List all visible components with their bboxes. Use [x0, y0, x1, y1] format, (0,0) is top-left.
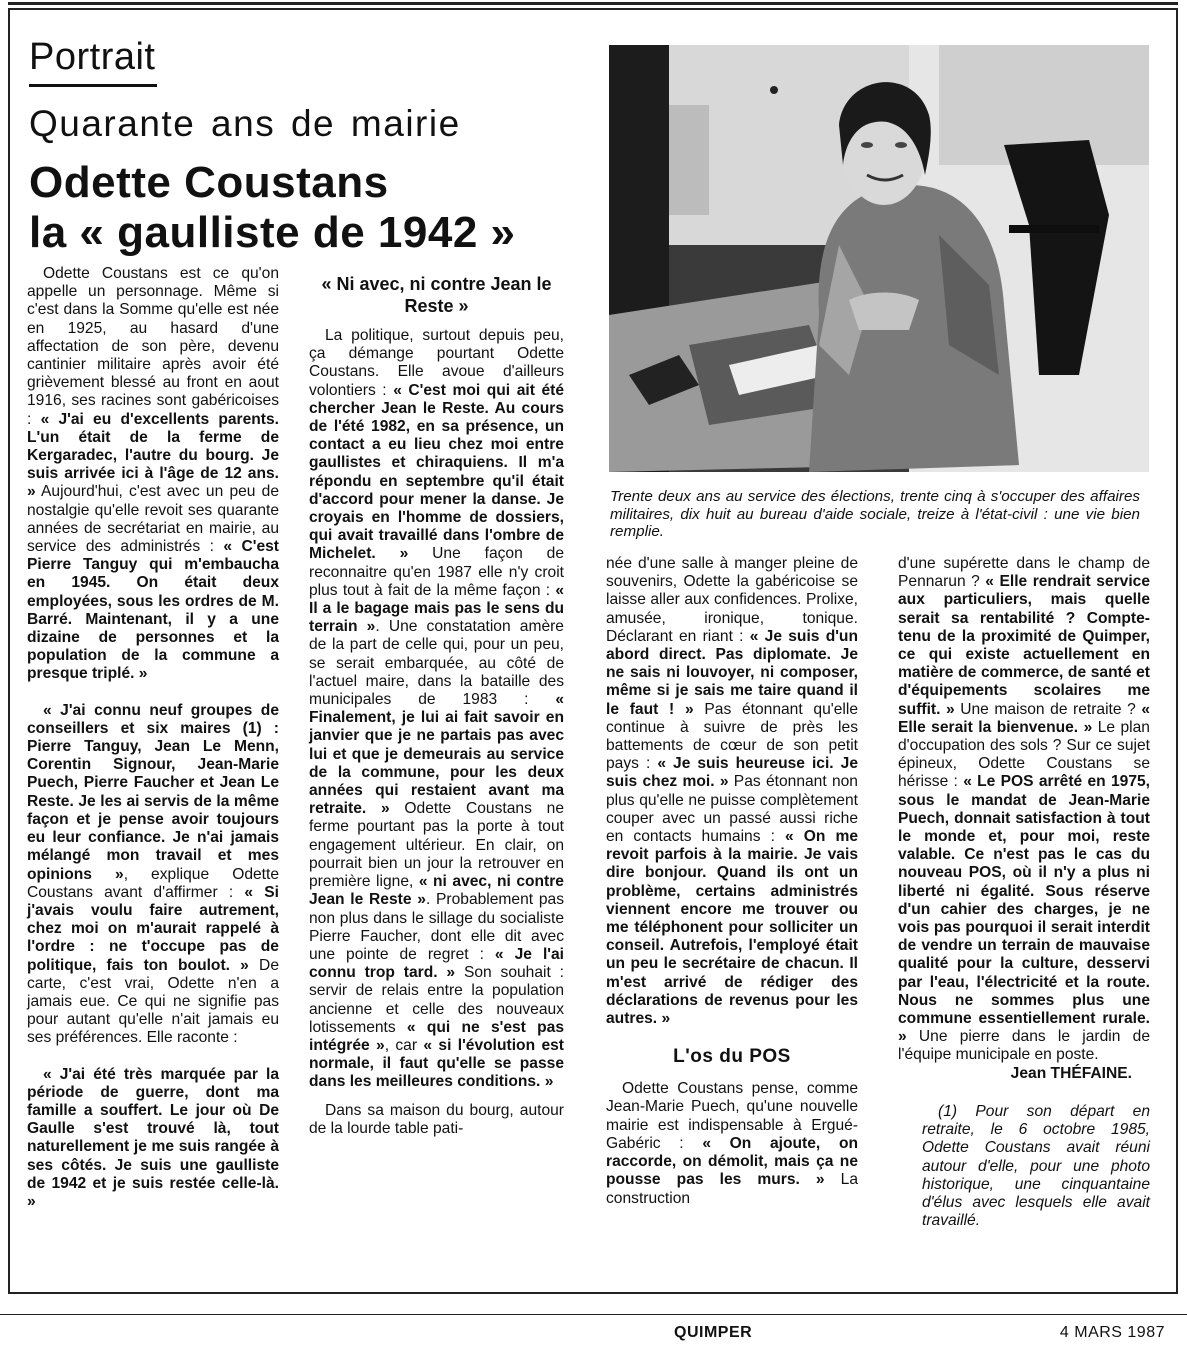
footer-rule	[0, 1314, 1187, 1315]
headline-line-name: Odette Coustans	[29, 158, 389, 207]
article-column-3	[606, 555, 858, 1208]
quote-run: « Elle serait la bienvenue. »	[898, 700, 1150, 736]
text-run: Le plan d'occupation des sols ? Sur ce sujet épineux, Odette Coustans se hérisse :	[898, 718, 1150, 791]
text-run: La construction	[606, 1171, 858, 1207]
kicker-underline	[29, 84, 157, 87]
col1-paragraph-2	[27, 702, 279, 1048]
col4-paragraph-1	[898, 555, 1150, 1065]
text-run: Une pierre dans le jardin de l'équipe municipale en poste.	[898, 1028, 1150, 1064]
text-run: née d'une salle à manger pleine de souvenirs, Odette la gabéricoise se laisse aller aux confidences. Prolixe, amusée, ironique, tonique. Déclarant en riant :	[606, 555, 858, 645]
col2-paragraph-1	[309, 327, 564, 1092]
quote-run: « J'ai eu d'excellents parents. L'un était de la ferme de Kergaradec, l'autre du bourg. Je suis arrivée ici à l'âge de 12 ans. »	[27, 410, 279, 501]
col3-paragraph-1	[606, 555, 858, 1028]
col3-paragraph-2	[606, 1080, 858, 1207]
quote-run: « Si j'avais voulu faire autrement, chez moi on m'aurait rappelé à l'ordre : ne t'occupe pas de politique, fais ton boulot. »	[27, 883, 279, 974]
headline-overline: Quarante ans de mairie	[29, 103, 461, 144]
text-run: Aujourd'hui, c'est avec un peu de nostalgie qu'elle revoit ses quarante années de secrétariat en mairie, au service des administrés :	[27, 483, 279, 556]
text-run: . Une constatation amère de la part de celle qui, pour un peu, se serait embarquée, au côté de l'actuel maire, dans la bataille des municipales de 1983 :	[309, 618, 564, 709]
footnote-text: (1) Pour son départ en retraite, le 6 octobre 1985, Odette Coustans avait réuni autour d'elle, pour une photo historique, une cinquantaine d'élus avec lesquels elle avait travaillé.	[922, 1102, 1150, 1230]
text-run: Odette Coustans pense, comme Jean-Marie Puech, qu'une nouvelle mairie est indispensable à Ergué-Gabéric :	[606, 1080, 858, 1152]
text-run: La politique, surtout depuis peu, ça démange pourtant Odette Coustans. Elle avoue d'ailleurs volontiers :	[309, 327, 564, 399]
subheading-os-du-pos: L'os du POS	[673, 1046, 791, 1068]
headline-line-quote: la « gaulliste de 1942 »	[29, 207, 516, 257]
footer-date: 4 MARS 1987	[1059, 1324, 1165, 1341]
quote-run: « On ajoute, on raccorde, on démolit, mais ça ne pousse pas les murs. »	[606, 1134, 858, 1189]
text-run: Pas étonnant qu'elle continue à suivre de près les battements de cœur de son petit pays :	[606, 700, 858, 773]
article-column-4	[898, 555, 1150, 1230]
portrait-photo-illustration	[609, 45, 1149, 472]
quote-run: « On me revoit parfois à la mairie. Je vais dire bonjour. Quand ils ont un problème, certains administrés viennent encore me trouver ou me téléphonent pour solliciter un conseil. Autrefois, l'employé était un peu le secrétaire de chacun. Il m'est arrivé de rédiger des déclarations de revenus pour les autres. »	[606, 828, 858, 1028]
quote-run: « J'ai été très marquée par la période de guerre, dont ma famille a souffert. Le jour où De Gaulle s'est trouvé là, tout naturellement je me suis rangée à ses côtés. Je suis une gaulliste de 1942 et je suis restée celle-là. »	[27, 1065, 279, 1210]
subheading-ni-avec: « Ni avec, ni contre Jean le Reste »	[321, 274, 552, 316]
text-run: Pas étonnant non plus qu'elle ne puisse complètement couper avec un passé aussi riche en contacts humains :	[606, 773, 858, 846]
text-run: De carte, c'est vrai, Odette n'en a jamais eue. Ce qui ne signifie pas pour autant qu'elle n'ait jamais eu ses préférences. Elle raconte :	[27, 956, 279, 1047]
quote-run: « J'ai connu neuf groupes de conseillers et six maires (1) : Pierre Tanguy, Jean Le Menn, Corentin Signour, Jean-Marie Puech, Pierre Faucher et Jean Le Reste. Je les ai servis de la même façon et je pense avoir toujours eu leur confiance. Je n'ai jamais mélangé mon travail et mes opinions »	[27, 701, 279, 883]
quote-run: « qui ne s'est pas intégrée »	[309, 1018, 564, 1054]
quote-run: « Je l'ai connu trop tard. »	[309, 945, 564, 982]
text-run: d'une supérette dans le champ de Pennarun ?	[898, 555, 1150, 591]
quote-run: « si l'évolution est normale, il faut qu'elle se passe dans les meilleures conditions. »	[309, 1036, 564, 1091]
headline-main	[29, 158, 515, 257]
author-signature: Jean THÉFAINE.	[1010, 1064, 1132, 1082]
quote-run: « Je suis heureuse ici. Je suis chez moi. »	[606, 755, 859, 791]
text-run: Odette Coustans ne ferme pourtant pas la porte à tout engagement ultérieur. En clair, on pourrait bien un jour la retrouver en première ligne,	[309, 800, 564, 891]
text-run: , explique Odette Coustans avant d'affirmer :	[27, 865, 280, 901]
quote-run: « C'est moi qui ait été chercher Jean le Reste. Au cours de l'été 1982, en sa présence, un contact a eu lieu chez moi entre gaullistes et chiraquiens. Il m'a répondu en septembre qu'il était d'accord pour mener la danse. Je croyais en l'homme de dossiers, qui avait travaillé dans l'ombre de Michelet. »	[309, 381, 564, 563]
section-kicker: Portrait	[29, 36, 156, 78]
text-run: Son souhait : servir de relais entre la population ancienne et celle des nouveaux lotissements	[309, 964, 564, 1036]
text-run: Dans sa maison du bourg, autour de la lourde table pati-	[309, 1101, 564, 1137]
quote-run: « Le POS arrêté en 1975, sous le mandat de Jean-Marie Puech, donnait satisfaction à tout le monde et, pour moi, reste valable. Ce n'est pas le cas du nouveau POS, où il n'y a plus ni liberté ni égalité. Sous réserve d'un cahier des charges, je ne vois pas pourquoi il serait interdit de vendre un terrain de mauvaise qualité pour la culture, desservi par l'eau, l'électricité et la route. Nous ne sommes plus une commune essentiellement rurale. »	[898, 773, 1150, 1046]
quote-run: « C'est Pierre Tanguy qui m'embaucha en 1945. On était deux employées, sous les ordres de M. Barré. Maintenant, il y a une dizaine de personnes et la population de la commune a presque triplé. »	[27, 538, 279, 683]
quote-run: « Je suis d'un abord direct. Pas diplomate. Je ne sais ni louvoyer, ni composer, même si je sais me taire quand il le faut ! »	[606, 627, 858, 718]
text-run: Une maison de retraite ?	[954, 700, 1142, 718]
top-border-rule	[8, 2, 1178, 5]
footer-city: QUIMPER	[674, 1324, 753, 1341]
quote-run: « Il a le bagage mais pas le sens du terrain »	[309, 581, 564, 636]
quote-run: « Elle rendrait service aux particuliers, mais quelle serait sa rentabilité ? Compte-tenu de la proximité de Quimper, ce qui existe actuellement en matière de commerce, de santé et d'équipements scolaires me suffit. »	[898, 573, 1151, 718]
text-run: , car	[384, 1036, 424, 1054]
text-run: . Probablement pas non plus dans le sillage du socialiste Pierre Faucher, dont elle dit avec une pointe de regret :	[309, 891, 564, 963]
photo-caption: Trente deux ans au service des élections, trente cinq à s'occuper des affaires militaires, dix huit au bureau d'aide sociale, treize à l'état-civil : une vie bien remplie.	[610, 488, 1140, 540]
col2-paragraph-2	[309, 1102, 564, 1138]
text-run: Odette Coustans est ce qu'on appelle un personnage. Même si c'est dans la Somme qu'elle est née en 1925, au hasard d'une affectation de son père, devenu cantinier militaire après avoir été grièvement blessé au front en aout 1916, ses racines sont gabéricoises :	[27, 265, 279, 428]
quote-run: « ni avec, ni contre Jean le Reste »	[309, 873, 564, 909]
footnote	[898, 1103, 1150, 1230]
portrait-photo	[609, 45, 1149, 472]
text-run: Une façon de reconnaitre qu'en 1987 elle n'y croit plus tout à fait de la même façon :	[309, 545, 564, 599]
col1-paragraph-3	[27, 1066, 279, 1212]
quote-run: « Finalement, je lui ai fait savoir en janvier que je ne partais pas avec lui et que je demeurais au service de la commune, pour les deux années qui restaient avant ma retraite. »	[309, 691, 564, 818]
article-column-2	[309, 273, 564, 1138]
col1-paragraph-1	[27, 265, 279, 684]
article-column-1	[27, 265, 279, 1211]
